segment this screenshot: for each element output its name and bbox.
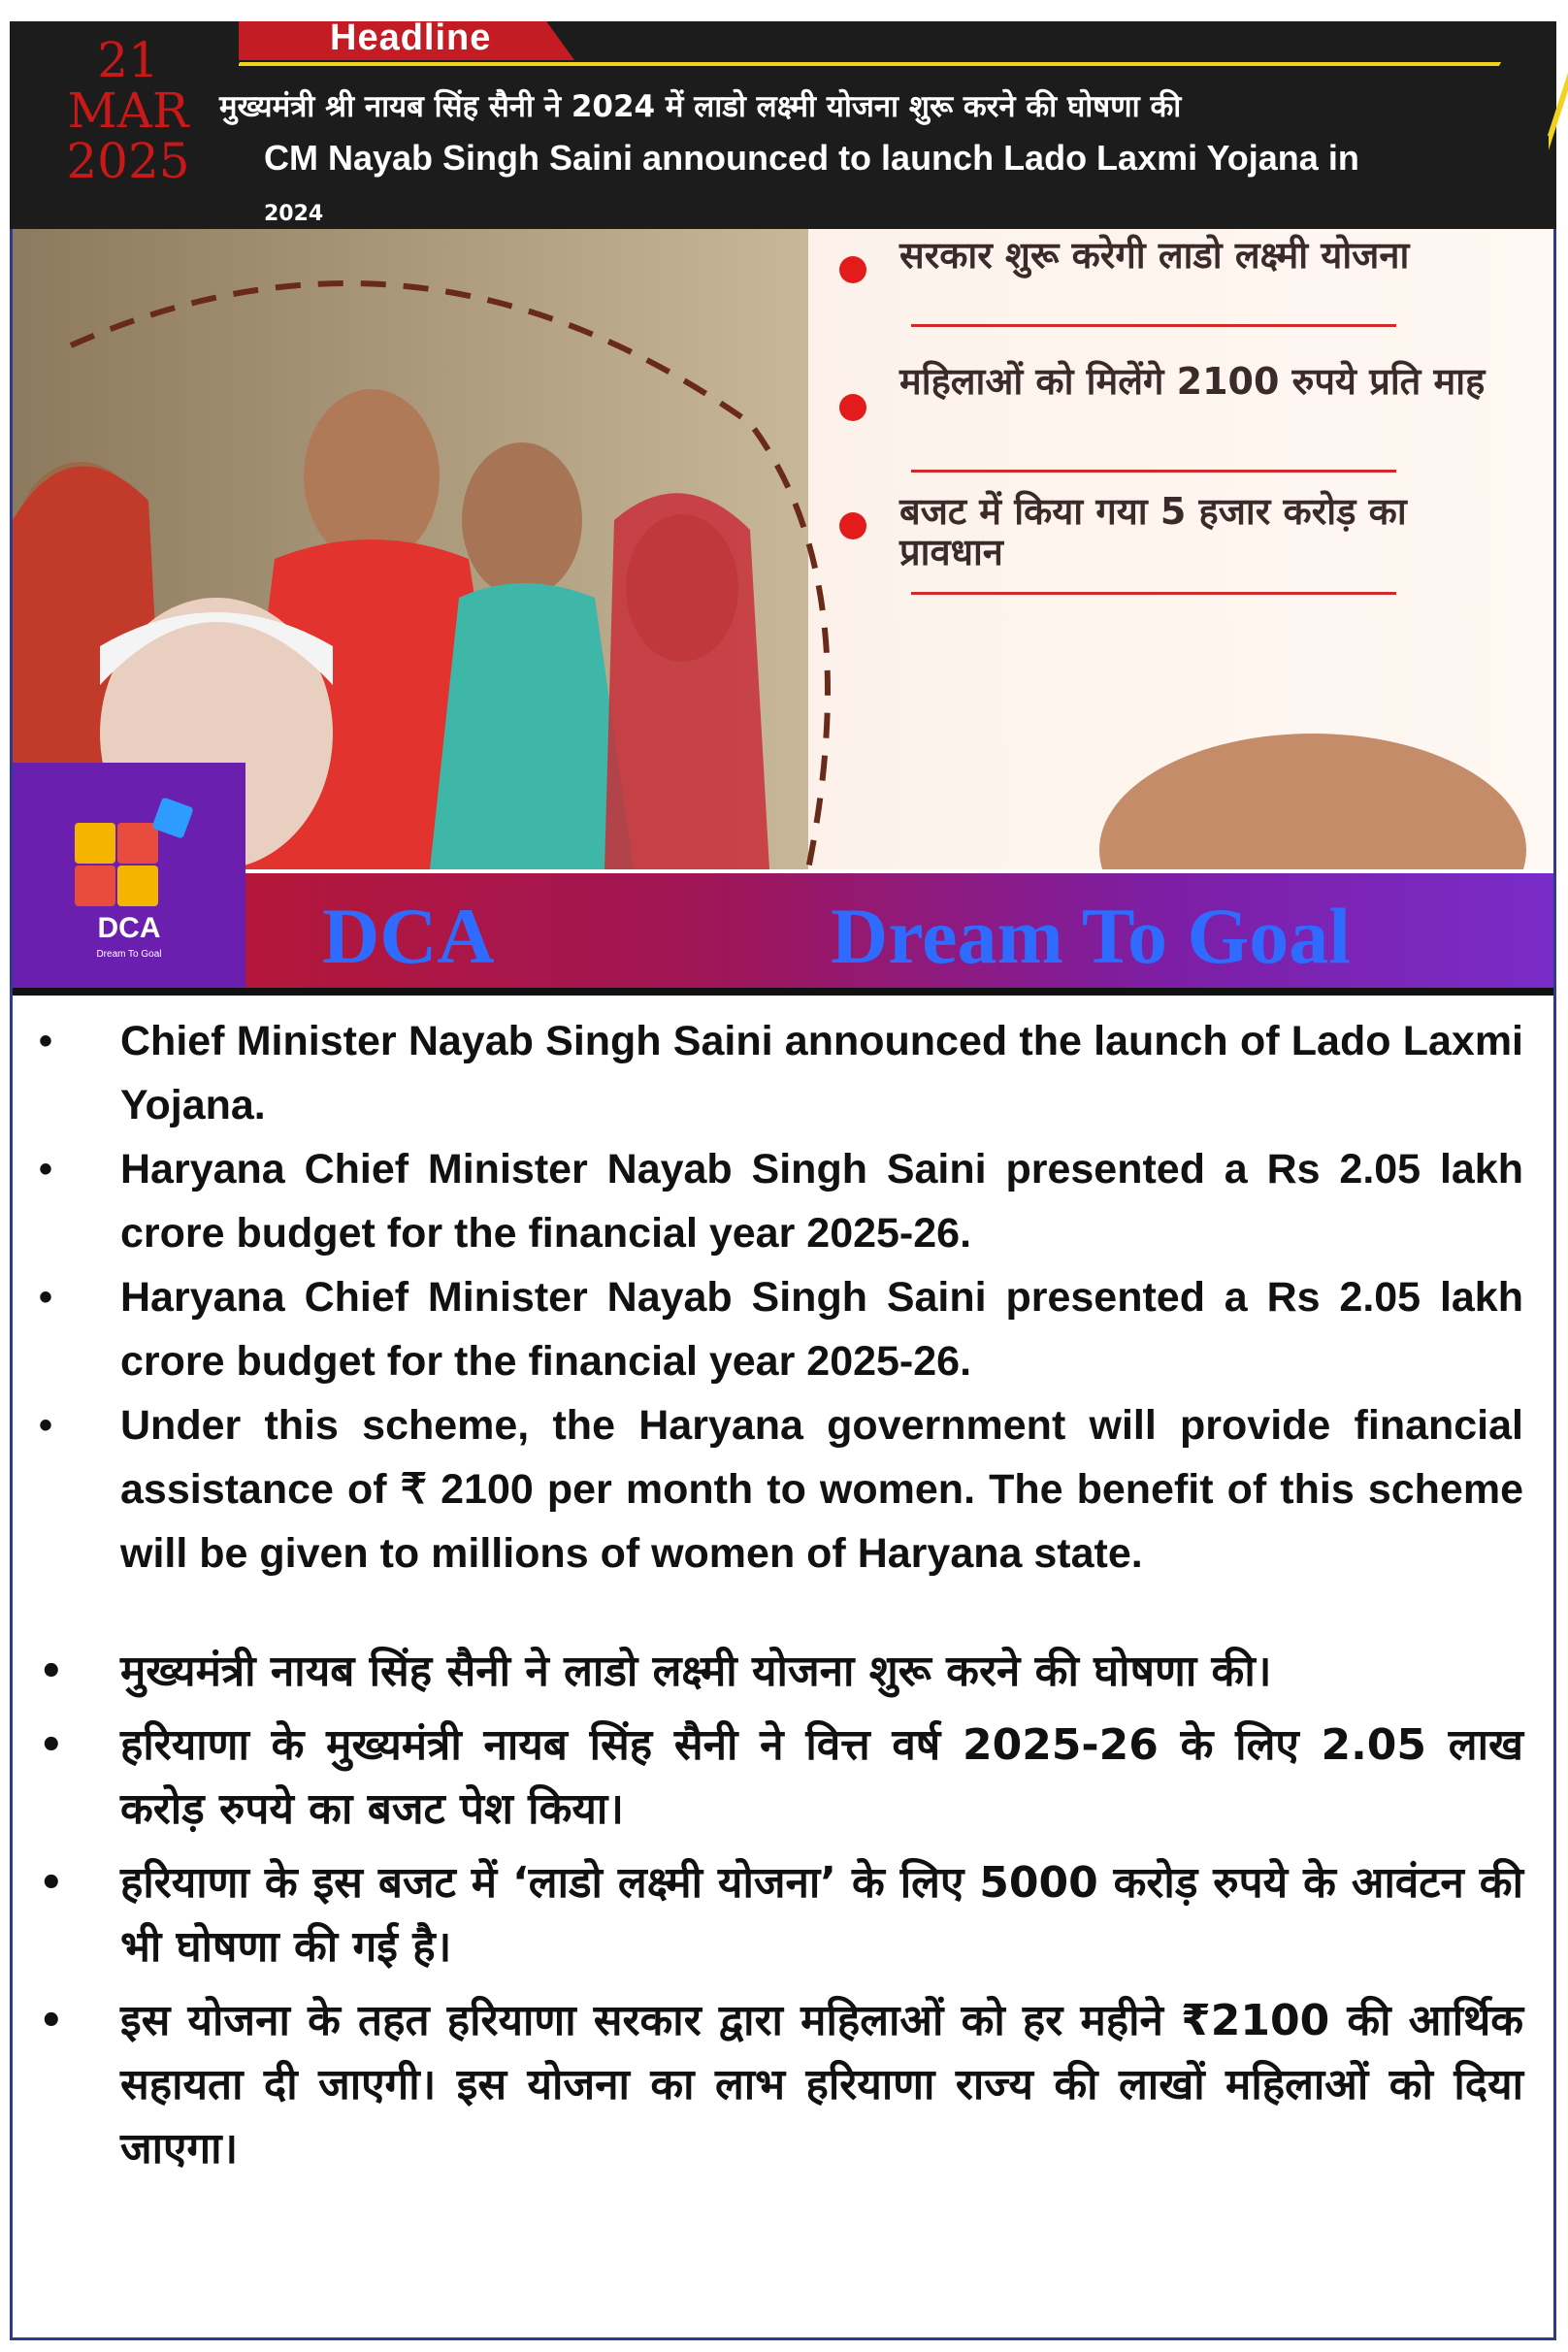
photo-bullet-text: सरकार शुरू करेगी लाडो लक्ष्मी योजना [899,234,1410,277]
bullet-symbol: • [39,1020,53,1062]
hindi-points [39,1640,1523,2181]
english-points [39,1009,1523,1585]
english-point-text: Under this scheme, the Haryana government will provide financial assistance of ₹ 2100 per month to women. The benefit of this scheme will be given to millions of women of Haryana state. [120,1402,1523,1577]
english-point [39,1137,1523,1265]
date-day: 21 [97,32,159,88]
hindi-point [39,1989,1523,2181]
hindi-point [39,1851,1523,1979]
hindi-point [39,1640,1523,1704]
hindi-point-text: हरियाणा के मुख्यमंत्री नायब सिंह सैनी ने वित्त वर्ष 2025-26 के लिए 2.05 लाख करोड़ रुपये का बजट पेश किया। [120,1720,1523,1834]
english-headline-year: 2024 [264,202,324,226]
logo-text: DCA [97,912,161,944]
puzzle-logo-icon [13,763,245,988]
banner-tagline-text: Dream To Goal [831,892,1352,980]
banner-dca-text: DCA [322,892,495,980]
bullet-symbol: • [39,1148,53,1191]
bullet-symbol: • [39,1276,53,1319]
bullet-symbol: • [39,1404,53,1447]
english-point [39,1393,1523,1585]
bullet-symbol: • [39,1723,64,1768]
english-point [39,1265,1523,1393]
date-month: MAR [67,82,189,139]
hindi-point-text: मुख्यमंत्री नायब सिंह सैनी ने लाडो लक्ष्मी योजना शुरू करने की घोषणा की। [120,1647,1272,1696]
photo-bullet-dot [839,394,866,421]
photo-bullet-rule [911,324,1396,327]
person-far-right-saree [604,493,769,869]
header-accent-stripe [238,62,1501,66]
logo-tagline: Dream To Goal [96,949,162,960]
english-point-text: Haryana Chief Minister Nayab Singh Saini presented a Rs 2.05 lakh crore budget for the financial year 2025-26. [120,1274,1523,1385]
english-headline: CM Nayab Singh Saini announced to launch Lado Laxmi Yojana in [264,138,1359,178]
bullet-symbol: • [39,1861,64,1906]
person-center-face [304,389,440,564]
article-body [39,1009,1523,2191]
hindi-point-text: इस योजना के तहत हरियाणा सरकार द्वारा महिलाओं को हर महीने ₹2100 की आर्थिक सहायता दी जाएगी। इस योजना का लाभ हरियाणा राज्य की लाखों महिलाओं को दिया जाएगा। [120,1996,1523,2173]
date-badge [17,21,239,215]
dca-logo [13,763,245,988]
bullet-symbol: • [39,1999,64,2043]
section-divider [13,988,1553,996]
photo-bullet-text: महिलाओं को मिलेंगे 2100 रुपये प्रति माह [899,360,1486,403]
bullet-symbol: • [39,1650,64,1694]
hindi-point-text: हरियाणा के इस बजट में ‘लाडो लक्ष्मी योजना’ के लिए 5000 करोड़ रुपये के आवंटन की भी घोषणा की गई है। [120,1858,1523,1972]
photo-bullet-dot [839,512,866,539]
date-year: 2025 [66,133,190,189]
person-right-face [462,442,582,598]
photo-bullet-dot [839,256,866,283]
hindi-headline: मुख्यमंत्री श्री नायब सिंह सैनी ने 2024 में लाडो लक्ष्मी योजना शुरू करने की घोषणा की [219,89,1182,124]
photo-bullet-rule [911,470,1396,473]
photo-bullet-rule [911,592,1396,595]
photo-bullet-text: बजट में किया गया 5 हजार करोड़ का प्रावधान [899,490,1407,573]
english-point-text: Chief Minister Nayab Singh Saini announced the launch of Lado Laxmi Yojana. [120,1018,1523,1128]
english-point-text: Haryana Chief Minister Nayab Singh Saini presented a Rs 2.05 lakh crore budget for the financial year 2025-26. [120,1146,1523,1257]
english-point [39,1009,1523,1137]
headline-label: Headline [330,17,492,58]
hindi-point [39,1714,1523,1842]
person-bottom-right [1099,734,1526,869]
